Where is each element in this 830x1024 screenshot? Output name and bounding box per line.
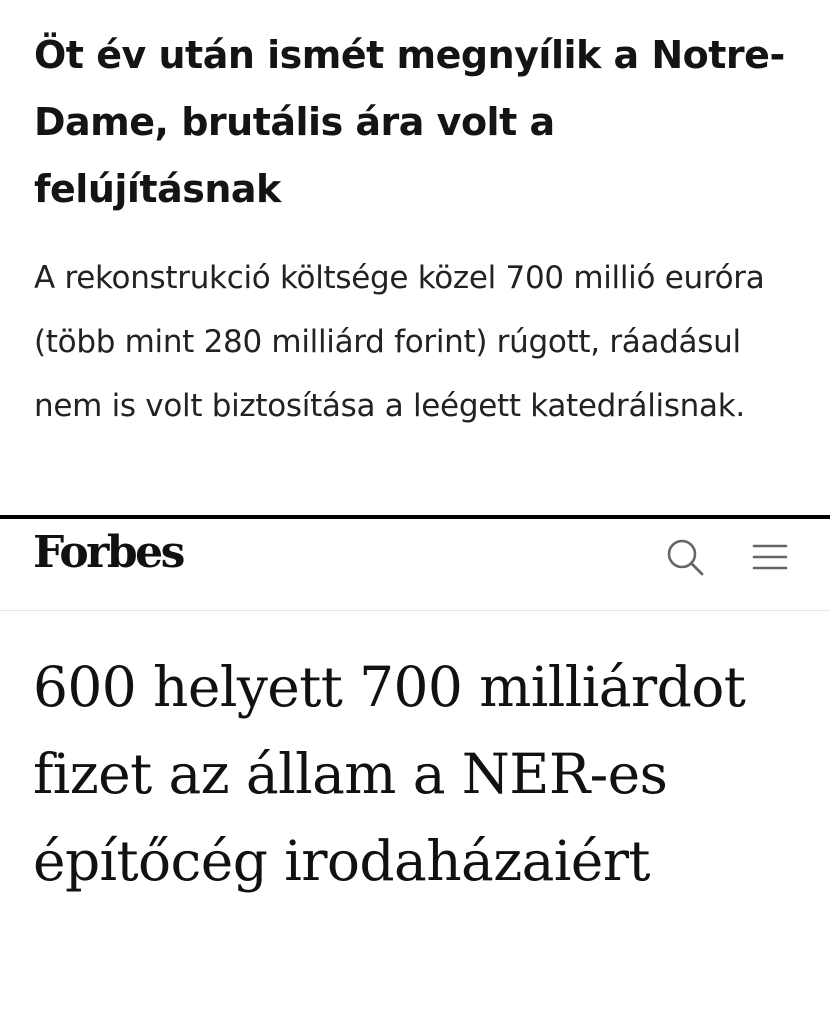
main-article-headline[interactable]: 600 helyett 700 milliárdot fizet az állam a NER-es építőcég irodaházaiért bbox=[33, 655, 746, 893]
site-header bbox=[0, 519, 830, 611]
hamburger-menu-icon bbox=[750, 537, 790, 577]
top-article-headline[interactable]: Öt év után ismét megnyílik a Notre-Dame, brutális ára volt a felújításnak bbox=[34, 33, 785, 211]
forbes-logo[interactable]: Forbes bbox=[33, 527, 183, 578]
search-icon bbox=[664, 536, 706, 578]
top-article-lead: A rekonstrukció költsége közel 700 millió euróra (több mint 280 milliárd forint) rúgott, ráadásul nem is volt biztosítása a leégett katedrálisnak. bbox=[34, 260, 765, 424]
search-button[interactable] bbox=[661, 533, 709, 581]
menu-button[interactable] bbox=[746, 533, 794, 581]
